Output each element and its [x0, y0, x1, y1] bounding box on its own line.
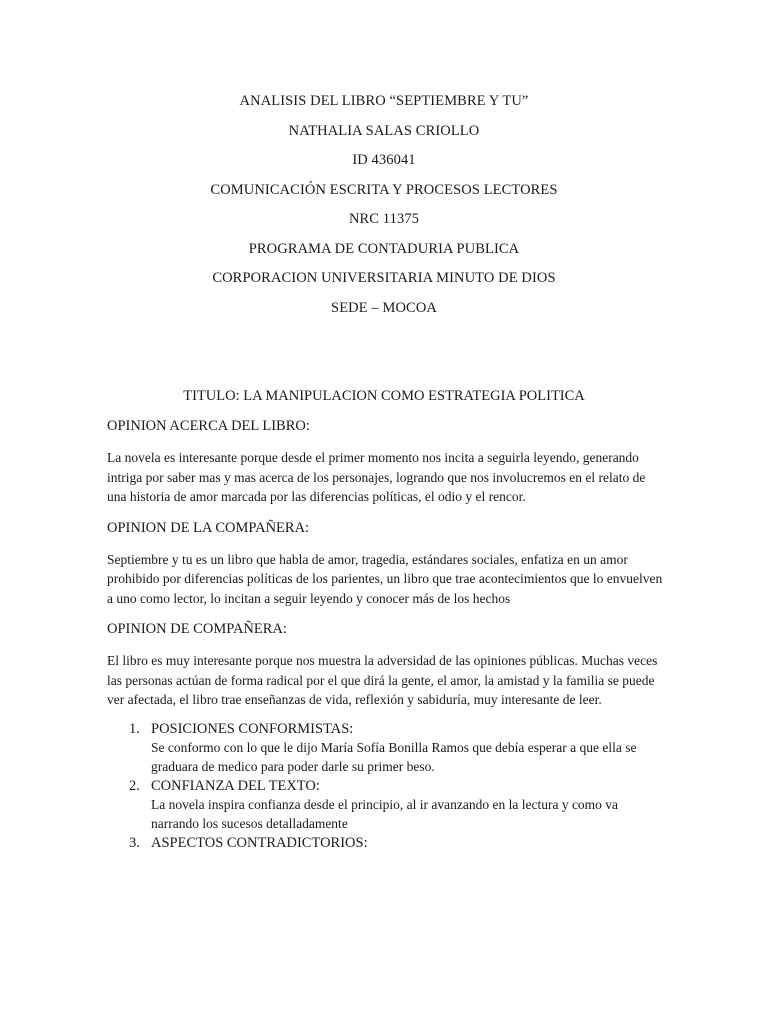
list-item — [107, 720, 663, 777]
list-item — [107, 834, 663, 852]
list-item-number: 2. — [129, 777, 140, 794]
header-campus: SEDE – MOCOA — [331, 299, 437, 316]
list-item-title: CONFIANZA DEL TEXTO: — [151, 777, 320, 794]
header-nrc: NRC 11375 — [348, 211, 420, 227]
document-title: TITULO: LA MANIPULACION COMO ESTRATEGIA POLITICA — [183, 388, 585, 404]
numbered-list — [107, 720, 663, 852]
header-id: ID 436041 — [352, 152, 416, 168]
list-item-text: Se conformo con lo que le dijo María Sofía Bonilla Ramos que debía esperar a que ella se graduara de medico para poder darle su primer beso. — [151, 739, 637, 774]
section-text-book-opinion: La novela es interesante porque desde el primer momento nos incita a seguirla leyendo, generando intriga por saber mas y mas acerca de los personajes, logrando que nos involucremos en el relato de una historia de amor marcada por las diferencias políticas, el odio y el rencor. — [107, 450, 646, 504]
list-item-title: ASPECTOS CONTRADICTORIOS: — [151, 834, 368, 851]
section-heading-book-opinion: OPINION ACERCA DEL LIBRO: — [107, 418, 310, 434]
header-university: CORPORACION UNIVERSITARIA MINUTO DE DIOS — [212, 270, 556, 286]
section-text-classmate-opinion-1: Septiembre y tu es un libro que habla de amor, tragedia, estándares sociales, enfatiza en un amor prohibido por diferencias políticas de los parientes, un libro que trae acontecimientos que lo envuelven a uno como lector, lo incitan a seguir leyendo y conocer más de los hechos — [107, 551, 663, 606]
list-item — [107, 777, 663, 834]
list-item-title: POSICIONES CONFORMISTAS: — [151, 720, 354, 737]
header-program: PROGRAMA DE CONTADURIA PUBLICA — [248, 240, 520, 257]
header-author: NATHALIA SALAS CRIOLLO — [288, 122, 480, 139]
section-heading-classmate-opinion-1: OPINION DE LA COMPAÑERA: — [107, 519, 310, 536]
document-body — [107, 417, 663, 852]
header-course: COMUNICACIÓN ESCRITA Y PROCESOS LECTORES — [210, 181, 558, 198]
list-item-number: 1. — [129, 720, 140, 737]
list-item-text: La novela inspira confianza desde el principio, al ir avanzando en la lectura y como va narrando los sucesos detalladamente — [151, 796, 619, 831]
list-item-number: 3. — [129, 834, 140, 851]
section-text-classmate-opinion-2: El libro es muy interesante porque nos muestra la adversidad de las opiniones públicas. Muchas veces las personas actúan de forma radical por el que dirá la gente, el amor, la amistad y la familia se puede ver afectada, el libro trae enseñanzas de vida, reflexión y sabiduría, muy interesante de leer. — [107, 653, 658, 707]
section-heading-classmate-opinion-2: OPINION DE COMPAÑERA: — [107, 621, 287, 637]
header-title: ANALISIS DEL LIBRO “SEPTIEMBRE Y TU” — [239, 93, 529, 109]
cover-header — [0, 92, 768, 328]
